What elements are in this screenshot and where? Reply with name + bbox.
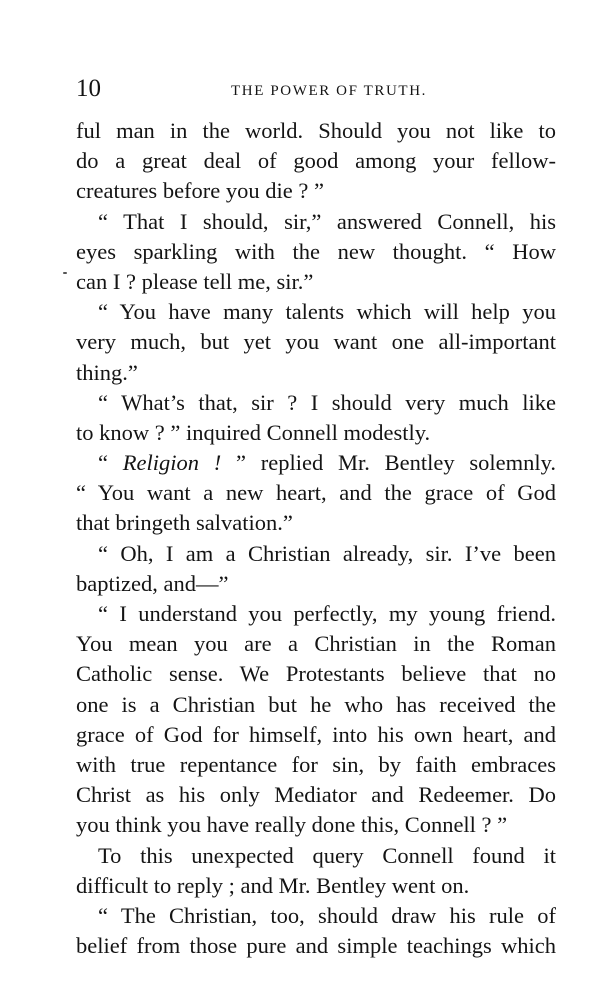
text-line: creatures before you die ? ” xyxy=(76,178,324,204)
text-line: Catholic sense. We Protestants believe that no xyxy=(76,661,556,687)
text-line: “ I understand you perfectly, my young friend. xyxy=(98,601,556,626)
text-line: you think you have really done this, Connell ? ” xyxy=(76,812,508,838)
text-line: with true repentance for sin, by faith embraces xyxy=(76,751,556,777)
print-speck xyxy=(63,272,67,274)
text-line: ful man in the world. Should you not like to xyxy=(76,118,556,143)
text-line: “ Religion ! ” replied Mr. Bentley solemnly. xyxy=(98,450,556,476)
text-line: Christ as his only Mediator and Redeemer. Do xyxy=(76,782,556,808)
text-line: You mean you are a Christian in the Roman xyxy=(76,631,556,657)
text-line: “ What’s that, sir ? I should very much like xyxy=(98,389,556,415)
running-head: THE POWER OF TRUTH. xyxy=(231,83,427,99)
text-line: to know ? ” inquired Connell modestly. xyxy=(76,419,431,445)
page-header xyxy=(76,72,556,106)
text-line: baptized, and—” xyxy=(76,570,229,596)
text-line: difficult to reply ; and Mr. Bentley went on. xyxy=(76,872,470,898)
text-line: thing.” xyxy=(76,359,138,385)
text-line: “ You have many talents which will help you xyxy=(98,299,556,325)
text-line: one is a Christian but he who has received the xyxy=(76,691,556,717)
text-line: very much, but yet you want one all-important xyxy=(76,329,556,355)
text-line: “ The Christian, too, should draw his rule of xyxy=(98,902,556,928)
text-line: “ Oh, I am a Christian already, sir. I’ve been xyxy=(98,540,556,566)
text-line: grace of God for himself, into his own heart, and xyxy=(76,721,556,747)
text-line: that bringeth salvation.” xyxy=(76,510,293,536)
text-line: do a great deal of good among your fellow- xyxy=(76,148,556,174)
text-line: eyes sparkling with the new thought. “ How xyxy=(76,238,556,264)
body-text xyxy=(76,116,556,961)
italic-emphasis: Religion ! xyxy=(122,450,222,476)
text-line: “ You want a new heart, and the grace of God xyxy=(76,480,556,506)
text-line: “ That I should, sir,” answered Connell, his xyxy=(98,208,556,234)
text-line: can I ? please tell me, sir.” xyxy=(76,268,314,294)
page-number: 10 xyxy=(76,75,101,102)
text-line: belief from those pure and simple teachings which xyxy=(76,933,556,959)
text-line: To this unexpected query Connell found it xyxy=(98,842,556,868)
